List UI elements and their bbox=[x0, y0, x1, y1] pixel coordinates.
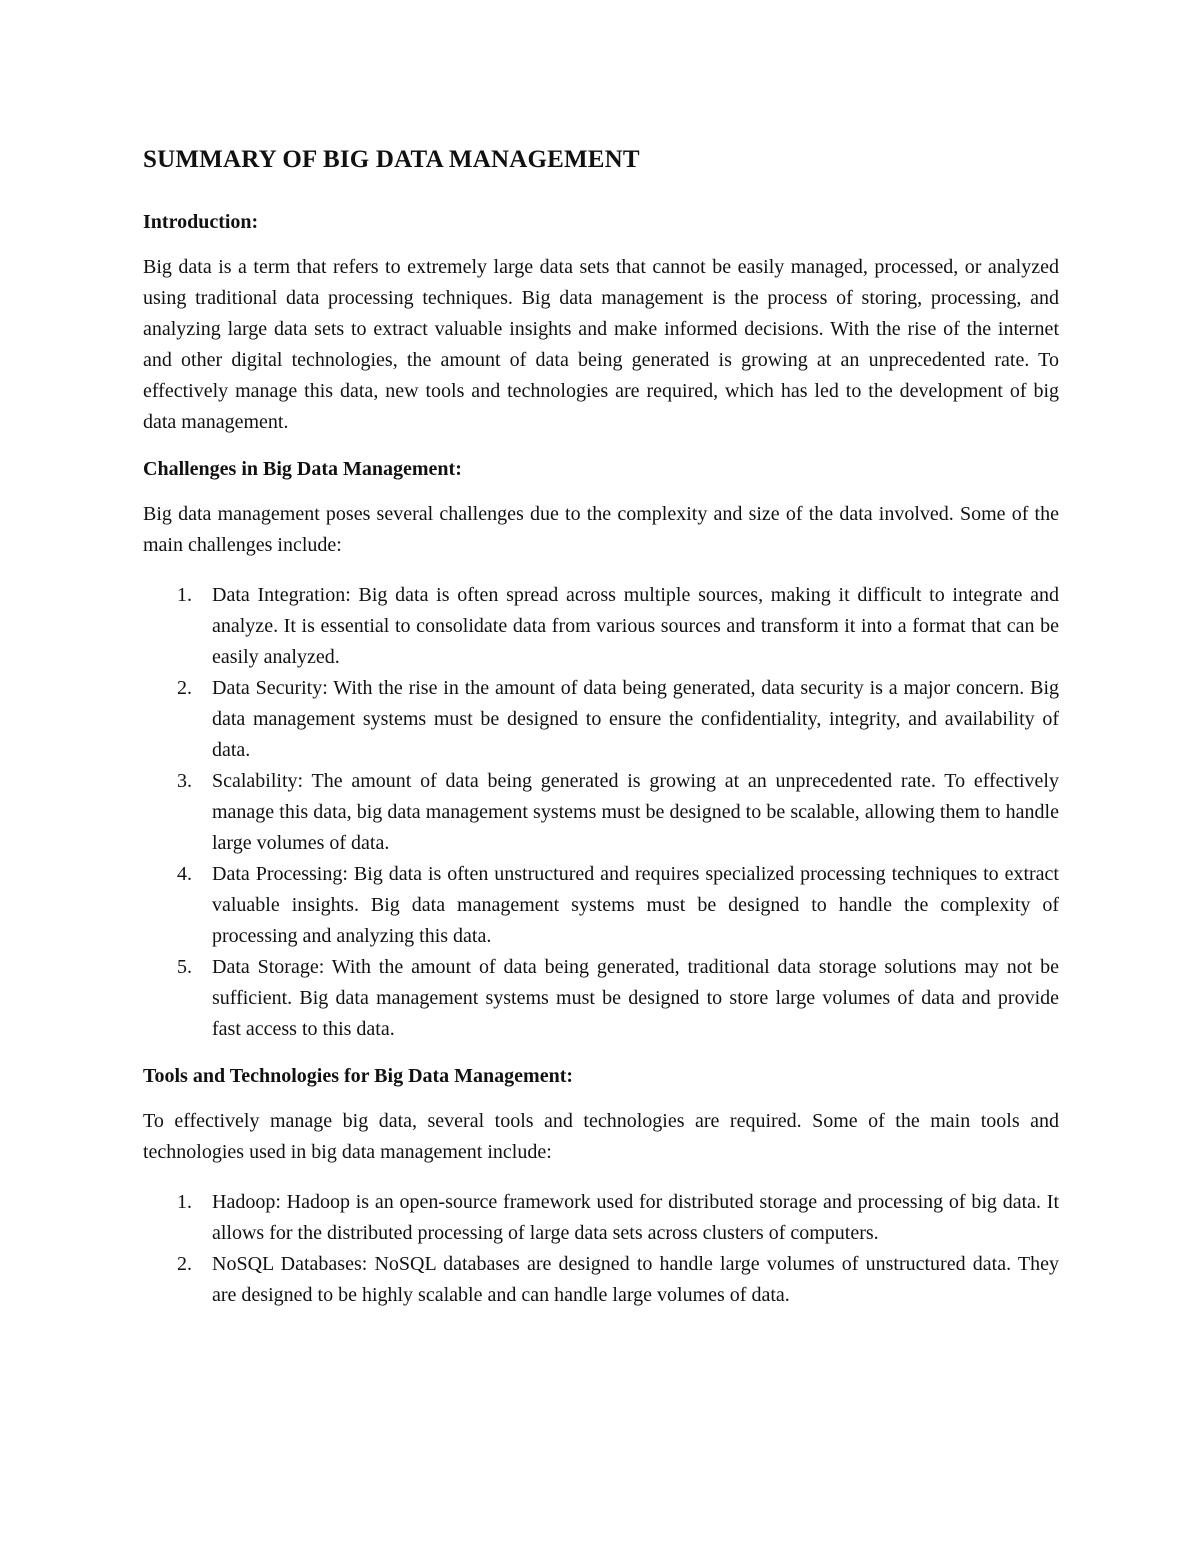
document-title: SUMMARY OF BIG DATA MANAGEMENT bbox=[143, 146, 640, 173]
list-item-number: 1. bbox=[177, 1191, 192, 1213]
list-item bbox=[143, 859, 1059, 952]
list-item-text: Data Storage: With the amount of data being generated, traditional data storage solutions may not be sufficient. Big data management systems must be designed to store large volumes of data and provide fast access to this data. bbox=[212, 956, 1059, 1040]
list-item bbox=[143, 952, 1059, 1045]
list-item-text: Data Integration: Big data is often spread across multiple sources, making it difficult to integrate and analyze. It is essential to consolidate data from various sources and transform it into a format that can be easily analyzed. bbox=[212, 584, 1059, 668]
list-item-number: 4. bbox=[177, 863, 192, 885]
list-item bbox=[143, 1249, 1059, 1311]
tools-paragraph: To effectively manage big data, several tools and technologies are required. Some of the main tools and technologies used in big data management include: bbox=[143, 1110, 1059, 1163]
list-item-text: Scalability: The amount of data being generated is growing at an unprecedented rate. To effectively manage this data, big data management systems must be designed to be scalable, allowing them to handle large volumes of data. bbox=[212, 770, 1059, 854]
challenges-heading: Challenges in Big Data Management: bbox=[143, 458, 462, 480]
list-item-text: Data Security: With the rise in the amount of data being generated, data security is a major concern. Big data management systems must be designed to ensure the confidentiality, integrity, and availability of data. bbox=[212, 677, 1059, 761]
list-item-number: 1. bbox=[177, 584, 192, 606]
challenges-paragraph: Big data management poses several challenges due to the complexity and size of the data involved. Some of the main challenges include: bbox=[143, 503, 1059, 556]
introduction-heading: Introduction: bbox=[143, 211, 259, 233]
introduction-paragraph: Big data is a term that refers to extremely large data sets that cannot be easily managed, processed, or analyzed using traditional data processing techniques. Big data management is the process of storing, processing, and analyzing large data sets to extract valuable insights and make informed decisions. With the rise of the internet and other digital technologies, the amount of data being generated is growing at an unprecedented rate. To effectively manage this data, new tools and technologies are required, which has led to the development of big data management. bbox=[143, 256, 1059, 433]
list-item-text: Hadoop: Hadoop is an open-source framework used for distributed storage and processing of big data. It allows for the distributed processing of large data sets across clusters of computers. bbox=[212, 1191, 1059, 1244]
list-item-number: 3. bbox=[177, 770, 192, 792]
list-item bbox=[143, 673, 1059, 766]
list-item-text: Data Processing: Big data is often unstructured and requires specialized processing techniques to extract valuable insights. Big data management systems must be designed to handle the complexity of processing and analyzing this data. bbox=[212, 863, 1059, 947]
list-item-text: NoSQL Databases: NoSQL databases are designed to handle large volumes of unstructured data. They are designed to be highly scalable and can handle large volumes of data. bbox=[212, 1253, 1059, 1306]
tools-list bbox=[143, 1187, 1059, 1311]
list-item-number: 2. bbox=[177, 677, 192, 699]
list-item-number: 2. bbox=[177, 1253, 192, 1275]
document-body bbox=[143, 140, 1059, 1311]
list-item-number: 5. bbox=[177, 956, 192, 978]
challenges-list bbox=[143, 580, 1059, 1045]
tools-heading: Tools and Technologies for Big Data Management: bbox=[143, 1065, 574, 1087]
list-item bbox=[143, 766, 1059, 859]
list-item bbox=[143, 1187, 1059, 1249]
list-item bbox=[143, 580, 1059, 673]
